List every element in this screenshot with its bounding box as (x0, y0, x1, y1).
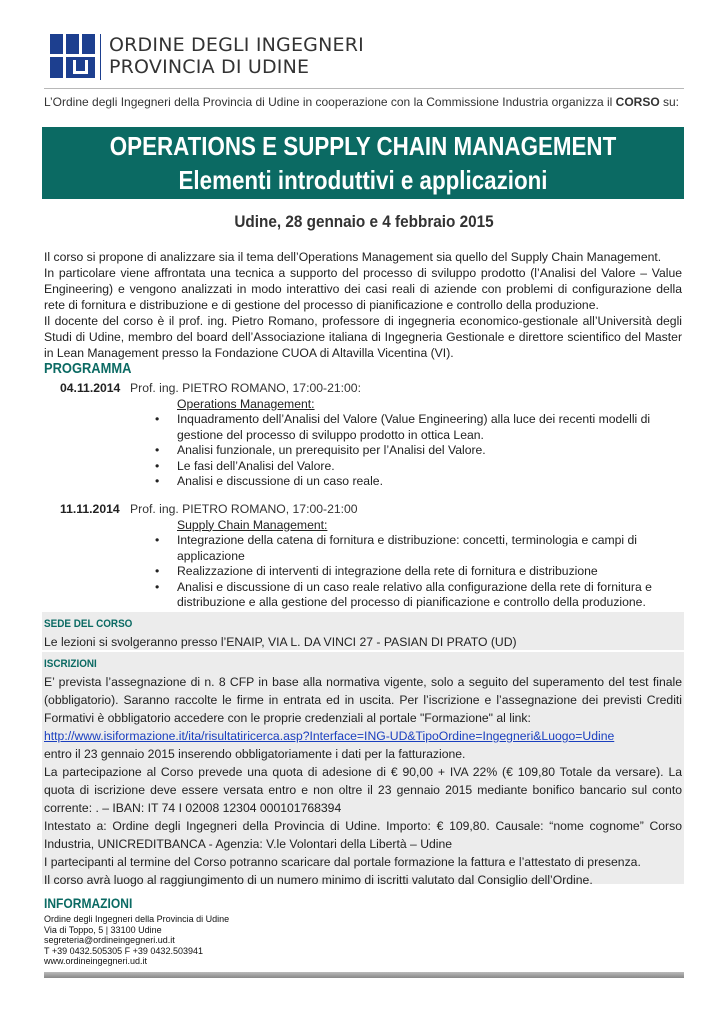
intro-after: su: (659, 95, 680, 109)
contact-website[interactable]: www.ordineingegneri.ud.it (44, 956, 148, 966)
session-items (60, 412, 660, 490)
programma-heading: PROGRAMMA (44, 360, 132, 377)
iscrizioni-paragraph: entro il 23 gennaio 2015 inserendo obbligatoriamente i dati per la fatturazione. (44, 747, 466, 761)
logo-text (109, 34, 364, 78)
list-item: • Integrazione della catena di fornitura e distribuzione: concetti, terminologia e campi di applicazione (177, 533, 660, 564)
top-rule (44, 88, 684, 89)
iscrizioni-paragraph: Il corso avrà luogo al raggiungimento di un numero minimo di iscritti valutato dal Consiglio dell’Ordine. (44, 873, 593, 887)
session-teacher: Prof. ing. PIETRO ROMANO, 17:00-21:00 (130, 502, 358, 516)
session-date: 04.11.2014 (60, 381, 121, 395)
sede-text: Le lezioni si svolgeranno presso l’ENAIP, VIA L. DA VINCI 27 - PASIAN DI PRATO (UD) (44, 635, 517, 649)
description-paragraph: Il docente del corso è il prof. ing. Pietro Romano, professore di ingegneria economico-gestionale all’Università degli Studi di Udine, membro del board dell’Associazione italiana di Ingegneria Gestionale e direttore scientifico del Master in Lean Management presso la Fondazione CUOA di Altavilla Vicentina (VI). (44, 314, 682, 360)
logo-line2: PROVINCIA DI UDINE (109, 56, 310, 78)
session-topic: Operations Management: (177, 396, 315, 411)
list-item: • Inquadramento dell’Analisi del Valore (Value Engineering) alla luce dei recenti modelli di gestione del processo di sviluppo prodotto in ottica Lean. (177, 412, 660, 443)
title-banner (42, 127, 684, 199)
session-items (60, 533, 660, 611)
list-item: • Realizzazione di interventi di integrazione della rete di fornitura e distribuzione (177, 564, 660, 580)
description-paragraph: Il corso si propone di analizzare sia il tema dell’Operations Management sia quello del Supply Chain Management. (44, 250, 662, 264)
intro-text (44, 95, 684, 109)
session-date: 11.11.2014 (60, 502, 120, 516)
contact-line: Via di Toppo, 5 | 33100 Udine (44, 924, 162, 935)
logo-divider (100, 34, 101, 80)
sede-section (42, 612, 684, 650)
sede-title: SEDE DEL CORSO (44, 618, 133, 630)
logo (50, 34, 364, 80)
contact-line: Ordine degli Ingegneri della Provincia di Udine (44, 914, 230, 924)
session-1 (60, 381, 660, 490)
intro-bold: CORSO (615, 95, 660, 109)
iscrizioni-section (42, 652, 684, 887)
list-item: • Analisi e discussione di un caso reale relativo alla configurazione della rete di fornitura e distribuzione e alla gestione del processo di pianificazione e controllo della produzione. (177, 580, 660, 611)
bottom-rule (44, 972, 684, 978)
iscrizioni-paragraph: E’ prevista l’assegnazione di n. 8 CFP in base alla normativa vigente, solo a seguito del superamento del test finale (obbligatorio). Saranno raccolte le firme in entrata ed in uscita. Per l’iscrizione e l’assegnazione dei previsti Crediti Formativi è obbligatorio accedere con le proprie credenziali al portale "Formazione" al link: (44, 675, 682, 725)
session-teacher: Prof. ing. PIETRO ROMANO, 17:00-21:00: (130, 381, 361, 395)
registration-link[interactable]: http://www.isiformazione.it/ita/risultatiricerca.asp?Interface=ING-UD&TipoOrdine=Ingegneri&Luogo=Udine (44, 729, 615, 743)
course-date: Udine, 28 gennaio e 4 febbraio 2015 (234, 212, 494, 231)
iscrizioni-paragraph: La partecipazione al Corso prevede una quota di adesione di € 90,00 + IVA 22% (€ 109,80 Totale da versare). La quota di iscrizione deve essere versata entro e non oltre il 23 gennaio 2015 mediante bonifico bancario sul conto corrente: . – IBAN: IT 74 I 02008 12304 000101768394 (44, 765, 682, 815)
course-title: OPERATIONS E SUPPLY CHAIN MANAGEMENT (109, 131, 617, 161)
course-subtitle: Elementi introduttivi e applicazioni (178, 165, 548, 195)
session-topic: Supply Chain Management: (177, 517, 328, 532)
description (44, 249, 682, 361)
session-2 (60, 502, 660, 611)
contact-email[interactable]: segreteria@ordineingegneri.ud.it (44, 935, 175, 945)
contact-line: T +39 0432.505305 F +39 0432.503941 (44, 945, 203, 956)
iscrizioni-title: ISCRIZIONI (44, 658, 97, 670)
informazioni-title: INFORMAZIONI (44, 895, 133, 911)
iscrizioni-paragraph: I partecipanti al termine del Corso potranno scaricare dal portale formazione la fattura e l’attestato di presenza. (44, 855, 641, 869)
list-item: • Analisi e discussione di un caso reale. (177, 474, 660, 490)
list-item: • Le fasi dell’Analisi del Valore. (177, 459, 660, 475)
list-item: • Analisi funzionale, un prerequisito per l’Analisi del Valore. (177, 443, 660, 459)
intro-before: L’Ordine degli Ingegneri della Provincia di Udine in cooperazione con la Commissione Industria organizza il (44, 95, 616, 109)
iscrizioni-paragraph: Intestato a: Ordine degli Ingegneri della Provincia di Udine. Importo: € 109,80. Causale: “nome cognome” Corso Industria, UNICREDITBANCA - Agenzia: V.le Volontari della Libertà – Udine (44, 819, 682, 851)
description-paragraph: In particolare viene affrontata una tecnica a supporto del processo di sviluppo prodotto (l’Analisi del Valore – Value Engineering) e vengono analizzati in modo interattivo dei casi reali di aziende con problemi di configurazione della rete di fornitura e distribuzione e di gestione del processo di pianificazione e controllo della produzione. (44, 266, 682, 312)
logo-mark-icon (50, 34, 96, 78)
logo-line1: ORDINE DEGLI INGEGNERI (109, 34, 364, 56)
contact-info (44, 914, 229, 967)
